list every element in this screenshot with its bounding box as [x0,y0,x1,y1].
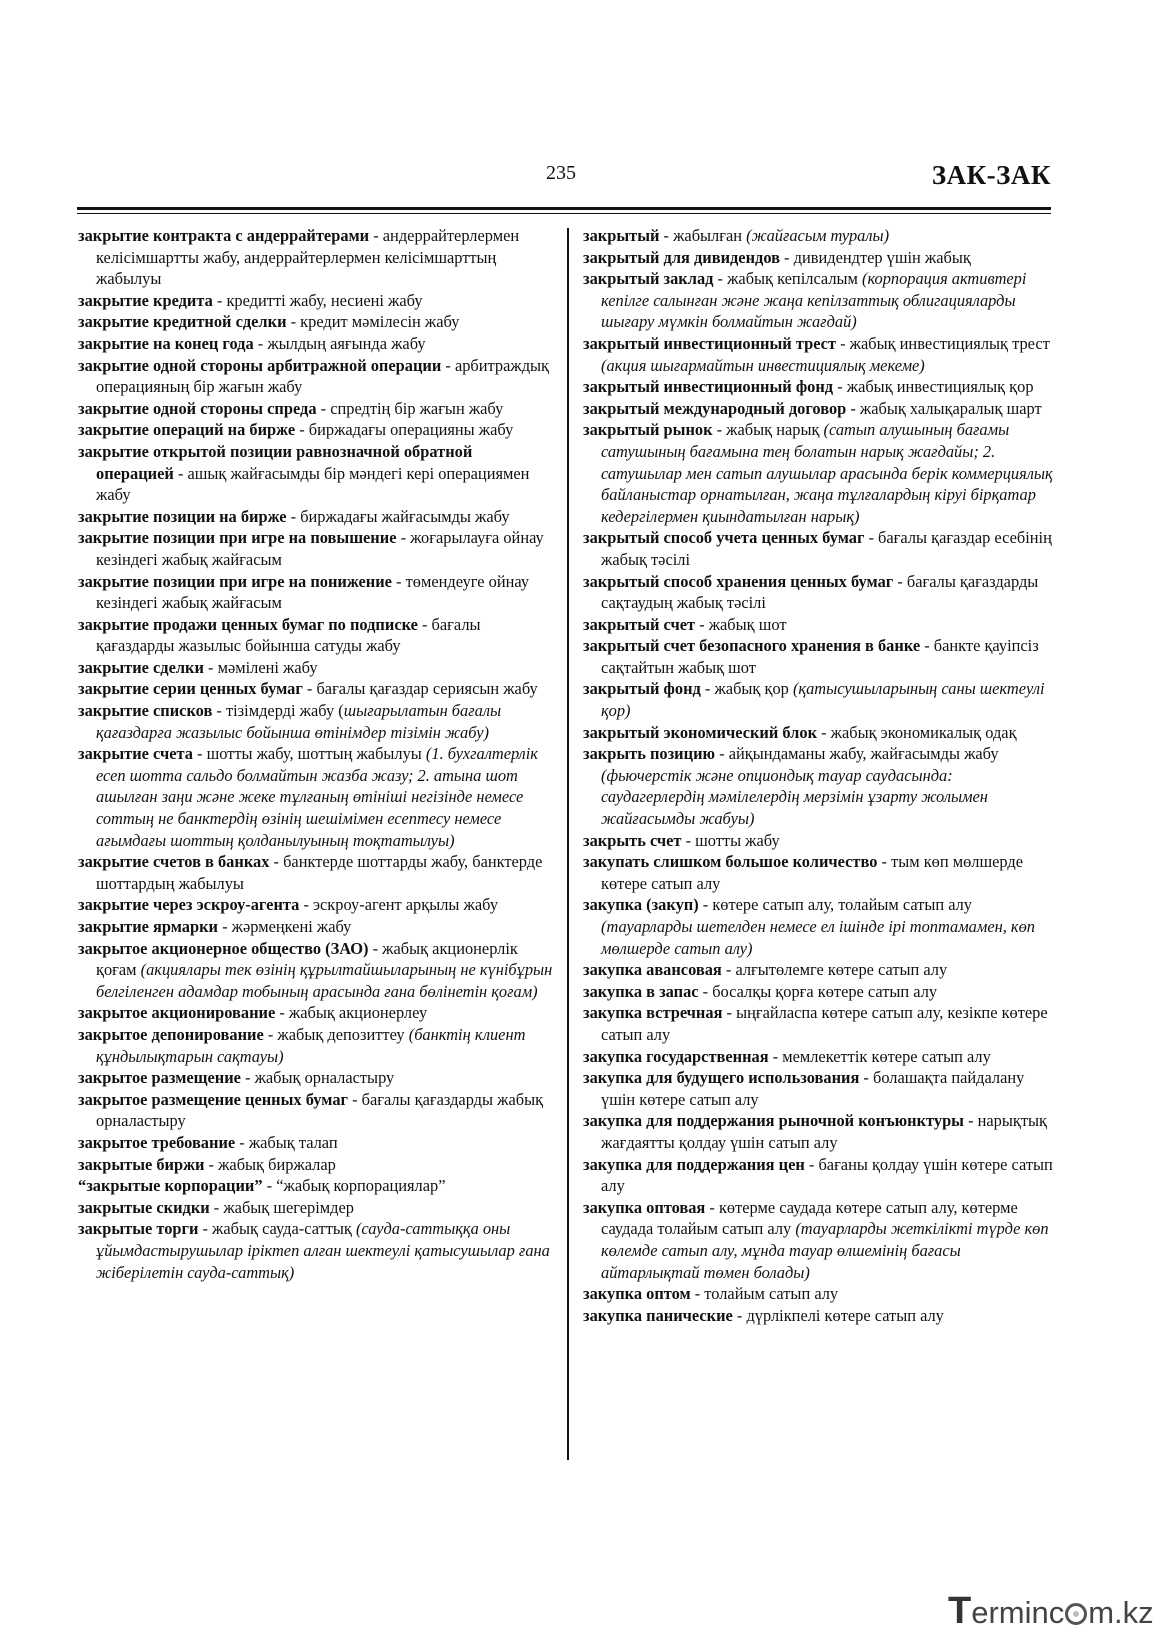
dictionary-entry [583,635,1053,678]
dictionary-entry [583,571,1053,614]
dictionary-entry [583,1283,1053,1305]
entry-term: закрытые биржи [78,1154,205,1174]
dictionary-entry [583,1305,1053,1327]
entry-definition: - бағалы қағаздарды сақтаудың жабық тәсілі [601,571,1039,613]
entry-definition: - жылдың аяғында жабу [253,333,426,353]
entry-term: закрытие счета [78,744,193,764]
entry-definition: - биржадағы операцияны жабу [295,420,514,440]
entry-definition: - жабық нарық [712,420,824,440]
entry-term: закрытый международный договор [583,398,847,418]
dictionary-entry [583,894,1053,959]
dictionary-entry [583,268,1053,333]
dictionary-entry [78,1132,554,1154]
entry-definition: - ыңғайласпа көтере сатып алу, кезікпе көтере сатып алу [601,1003,1048,1044]
entry-definition: - толайым сатып алу [690,1284,839,1304]
left-column [78,225,554,1283]
entry-term: закупка авансовая [583,960,722,980]
entry-definition: - жабық инвестициялық трест [836,333,1050,353]
entry-definition: - тым көп мөлшерде көтере сатып алу [601,852,1023,893]
dictionary-entry [78,441,554,506]
entry-definition: - бағалы қағаздар есебінің жабық тәсілі [601,528,1052,569]
dictionary-entry [583,722,1053,744]
entry-definition: - жабық инвестициялық қор [833,377,1034,397]
entry-term: закупать слишком большое количество [583,852,878,872]
dictionary-entry [78,311,554,333]
entry-term: закупка (закуп) [583,895,699,915]
entry-term: закрытие серии ценных бумаг [78,679,303,699]
entry-term: закрытие позиции на бирже [78,506,287,526]
entry-definition: - биржадағы жайғасымды жабу [286,506,510,526]
dictionary-entry [583,1002,1053,1045]
entry-term: закрытое депонирование [78,1024,264,1044]
dictionary-entry [78,527,554,570]
dictionary-entry [78,225,554,290]
entry-term: закупка государственная [583,1046,769,1066]
dictionary-entry [78,1067,554,1089]
page-number: 235 [546,162,576,184]
entry-definition: - кредитті жабу, несиені жабу [212,290,423,310]
entry-term: закупка для будущего использования [583,1068,860,1088]
dictionary-entry [78,1154,554,1176]
entry-definition: - көтере сатып алу, толайым сатып алу [698,895,973,915]
entry-definition: - жабық талап [235,1132,338,1152]
entry-term: закрытие ярмарки [78,917,218,936]
dictionary-entry [78,419,554,441]
dictionary-entry [583,225,1053,247]
entry-term: закрытый счет безопасного хранения в банке [583,636,921,656]
entry-definition: - жабық халықаралық шарт [846,398,1042,418]
dictionary-entry [78,571,554,614]
entry-definition: - жәрмеңкені жабу [218,917,352,936]
entry-definition: - дүрлікпелі көтере сатып алу [732,1305,944,1325]
dictionary-entry [78,851,554,894]
entry-definition: - банктерде шоттарды жабу, банктерде шоттардың жабылуы [96,852,543,893]
entry-definition: - кредит мәмілесін жабу [286,312,460,332]
entry-note: шығарылатын бағалы қағаздарға жазылыс бойынша өтінімдер тізімін жабу) [96,701,502,742]
entry-term: закрытие продажи ценных бумаг по подписке [78,614,418,634]
entry-term: закрытое размещение [78,1068,241,1088]
entry-term: закрытый заклад [583,269,714,289]
entry-definition: - жабық экономикалық одақ [817,722,1017,742]
entry-term: закрытое акционерное общество (ЗАО) [78,938,369,958]
entry-note: (тауарларды шетелден немесе ел ішінде ірі топтамамен, көп мөлшерде сатып алу) [601,917,1035,958]
dictionary-entry [583,1046,1053,1068]
entry-note: (банктің клиент құндылықтарын сақтауы) [96,1024,526,1066]
entry-term: закрытый инвестиционный трест [583,333,836,353]
entry-note: (1. бухгалтерлік есеп шотта сальдо болмайтын жазба жазу; 2. атына шот ашылған заңи және жеке тұлғаның өтініші негізінде немесе соттың не банктердің өзінің шешімімен есептесу немесе ағымдағы шоттың қолданылуының тоқтатылуы) [96,744,538,850]
entry-definition: - көтерме саудада көтере сатып алу, көтерме саудада толайым сатып алу [601,1197,1018,1239]
dictionary-entry [78,938,554,1003]
header-rule-thin [77,213,1051,214]
entry-term: закрытие операций на бирже [78,420,296,440]
entry-note: (акция шығармайтын инвестициялық мекеме) [601,355,925,375]
entry-term: закрыть позицию [583,744,716,764]
entry-note: (фьючерстік және опциондық тауар саудасында: саудагерлердің мәмілелердің мерзімін ұзарту жолымен жайғасымды жабуы) [601,765,988,829]
dictionary-entry [583,830,1053,852]
entry-definition: - жабық депозиттеу [263,1024,409,1044]
entry-term: закрытие кредита [78,290,213,310]
entry-definition: - жабық биржалар [204,1154,336,1174]
dictionary-entry [78,506,554,528]
entry-definition: - жабық қор [700,679,793,699]
entry-term: закрытие списков [78,701,213,721]
entry-term: закрытое размещение ценных бумаг [78,1089,348,1109]
entry-definition: - жабылған [659,226,747,245]
dictionary-entry [78,916,554,938]
entry-note: (сатып алушының бағамы сатушының бағамына тең болатын нарық жағдайы; 2. сатушылар мен сатып алушылар арасында берік коммерциялық байланыстар орнатылған, жаңа тұлғалардың кіруі бірқатар кедергілермен қиындатылған нарық) [601,420,1053,526]
entry-term: закрытый способ учета ценных бумаг [583,528,865,548]
dictionary-entry [78,657,554,679]
header-rule [77,207,1051,210]
entry-definition: - тізімдерді жабу ( [212,701,344,721]
dictionary-entry [583,959,1053,981]
entry-term: закупка оптом [583,1284,691,1304]
entry-note: (акциялары тек өзінің құрылтайшыларының не күнібұрын белгіленген адамдар тобының арасында ғана бөлінетін қоғам) [96,960,553,1001]
termincom-logo: Terminc m.kz [948,1590,1154,1632]
entry-definition: - шотты жабу [681,830,780,850]
dictionary-entry [583,376,1053,398]
entry-note: (жайғасым туралы) [746,226,890,245]
entry-definition: - төмендеуге ойнау кезіндегі жабық жайғасым [96,571,530,613]
entry-term: закупка встречная [583,1003,723,1023]
entry-term: закрытие позиции при игре на повышение [78,528,397,548]
dictionary-entry [583,1197,1053,1283]
dictionary-entry [583,527,1053,570]
entry-term: закупка для поддержания цен [583,1154,805,1174]
entry-definition: - дивидендтер үшін жабық [779,247,971,267]
entry-term: закрытие одной стороны арбитражной операции [78,355,442,375]
entry-term: закрытие на конец года [78,333,254,353]
entry-note: (сауда-саттыққа оны ұйымдастырушылар іріктеп алған шектеулі қатысушылар ғана жіберілетін сауда-саттық) [96,1219,550,1282]
entry-definition: - бағалы қағаздарды жабық орналастыру [96,1089,544,1131]
dictionary-entry [583,398,1053,420]
dictionary-entry [78,1089,554,1132]
dictionary-entry [78,333,554,355]
dictionary-entry [583,743,1053,829]
right-column [583,225,1053,1326]
entry-term: закрытые скидки [78,1197,210,1217]
dictionary-entry [583,614,1053,636]
dictionary-entry [78,290,554,312]
entry-definition: - эскроу-агент арқылы жабу [299,895,499,915]
dictionary-entry [583,419,1053,527]
entry-term: закрытый фонд [583,679,701,699]
entry-definition: - ашық жайғасымды бір мәндегі кері операциямен жабу [96,463,530,505]
entry-definition: - бағаны қолдау үшін көтере сатып алу [601,1154,1053,1196]
dictionary-entry [78,743,554,851]
dictionary-entry [583,851,1053,894]
entry-note: (тауарларды жеткілікті түрде көп көлемде сатып алу, мұнда тауар өлшемінің бағасы айтарлықтай төмен болады) [601,1219,1049,1282]
entry-term: закрытый инвестиционный фонд [583,377,834,397]
entry-note: (қатысушыларының саны шектеулі қор) [601,679,1045,721]
dictionary-entry [78,700,554,743]
dictionary-entry [78,355,554,398]
entry-term: закрытый способ хранения ценных бумаг [583,571,894,591]
entry-definition: - жабық акционерлік қоғам [96,938,518,980]
entry-term: закупка оптовая [583,1197,706,1217]
entry-term: закрытие сделки [78,657,204,677]
dictionary-entry [583,1067,1053,1110]
entry-definition: - бағалы қағаздар сериясын жабу [302,679,538,699]
dictionary-entry [78,894,554,916]
entry-term: закрытое требование [78,1132,236,1152]
dictionary-entry [78,398,554,420]
entry-term: закупка для поддержания рыночной конъюнктуры [583,1111,964,1131]
column-divider [567,228,569,1460]
dictionary-entry [583,333,1053,376]
entry-definition: - жоғарылауға ойнау кезіндегі жабық жайғасым [96,528,544,569]
entry-term: закрытие открытой позиции равнозначной обратной операцией [78,441,473,483]
entry-definition: - андеррайтерлермен келісімшартты жабу, андеррайтерлермен келісімшарттың жабылуы [96,226,520,289]
entry-definition: - жабық орналастыру [240,1068,395,1088]
entry-term: закрыть счет [583,830,682,850]
entry-note: (корпорация активтері кепілге салынған және жаңа кепілзаттық облигацияларды шығару мүмкін болмайтын жағдай) [601,269,1027,332]
dictionary-entry [583,247,1053,269]
dictionary-entry [583,1110,1053,1153]
entry-definition: - спредтің бір жағын жабу [316,398,504,418]
entry-term: закрытие позиции при игре на понижение [78,571,392,591]
dictionary-entry [78,1197,554,1219]
dictionary-entry [78,1218,554,1283]
entry-term: закрытие одной стороны спреда [78,398,317,418]
entry-definition: - болашақта пайдалану үшін көтере сатып алу [601,1068,1025,1109]
entry-definition: - айқындаманы жабу, жайғасымды жабу [715,744,999,764]
dictionary-entry [583,678,1053,721]
entry-term: закрытый [583,226,660,245]
entry-term: “закрытые корпорации” [78,1176,263,1196]
entry-term: закрытие счетов в банках [78,852,270,872]
entry-term: закрытие кредитной сделки [78,312,287,332]
dictionary-entry [583,981,1053,1003]
entry-definition: - жабық шегерімдер [209,1197,354,1217]
running-head: ЗАК-ЗАК [931,160,1051,190]
entry-term: закупка панические [583,1305,733,1325]
dictionary-entry [78,1175,554,1197]
entry-term: закрытый счет [583,614,696,634]
entry-definition: - жабық акционерлеу [275,1003,428,1023]
entry-term: закрытый экономический блок [583,722,818,742]
entry-term: закрытый рынок [583,420,713,440]
entry-term: закрытые торги [78,1219,199,1239]
dictionary-entry [78,1002,554,1024]
entry-definition: - мемлекеттік көтере сатып алу [768,1046,991,1066]
entry-term: закрытие через эскроу-агента [78,895,300,915]
entry-term: закупка в запас [583,981,699,1001]
dictionary-entry [78,678,554,700]
dictionary-entry [78,614,554,657]
entry-definition: - жабық шот [695,614,787,634]
entry-definition: - банкте қауіпсіз сақтайтын жабық шот [601,636,1039,677]
entry-definition: - бағалы қағаздарды жазылыс бойынша сатуды жабу [96,614,481,656]
entry-definition: - алғытөлемге көтере сатып алу [721,960,948,980]
dictionary-entry [78,1024,554,1067]
entry-definition: - шотты жабу, шоттың жабылуы [192,744,426,764]
entry-term: закрытие контракта с андеррайтерами [78,226,370,245]
dictionary-entry [583,1154,1053,1197]
entry-definition: - “жабық корпорациялар” [262,1176,446,1196]
entry-definition: - арбитраждық операцияның бір жағын жабу [96,355,550,397]
entry-definition: - мәмілені жабу [203,657,318,677]
entry-definition: - нарықтық жағдаятты қолдау үшін сатып алу [601,1111,1047,1152]
entry-definition: - жабық кепілсалым [713,269,862,289]
entry-definition: - босалқы қорға көтере сатып алу [698,981,938,1001]
logo-o-icon [1065,1603,1087,1625]
entry-term: закрытый для дивидендов [583,247,780,267]
entry-definition: - жабық сауда-саттық [198,1219,356,1239]
entry-term: закрытое акционирование [78,1003,276,1023]
